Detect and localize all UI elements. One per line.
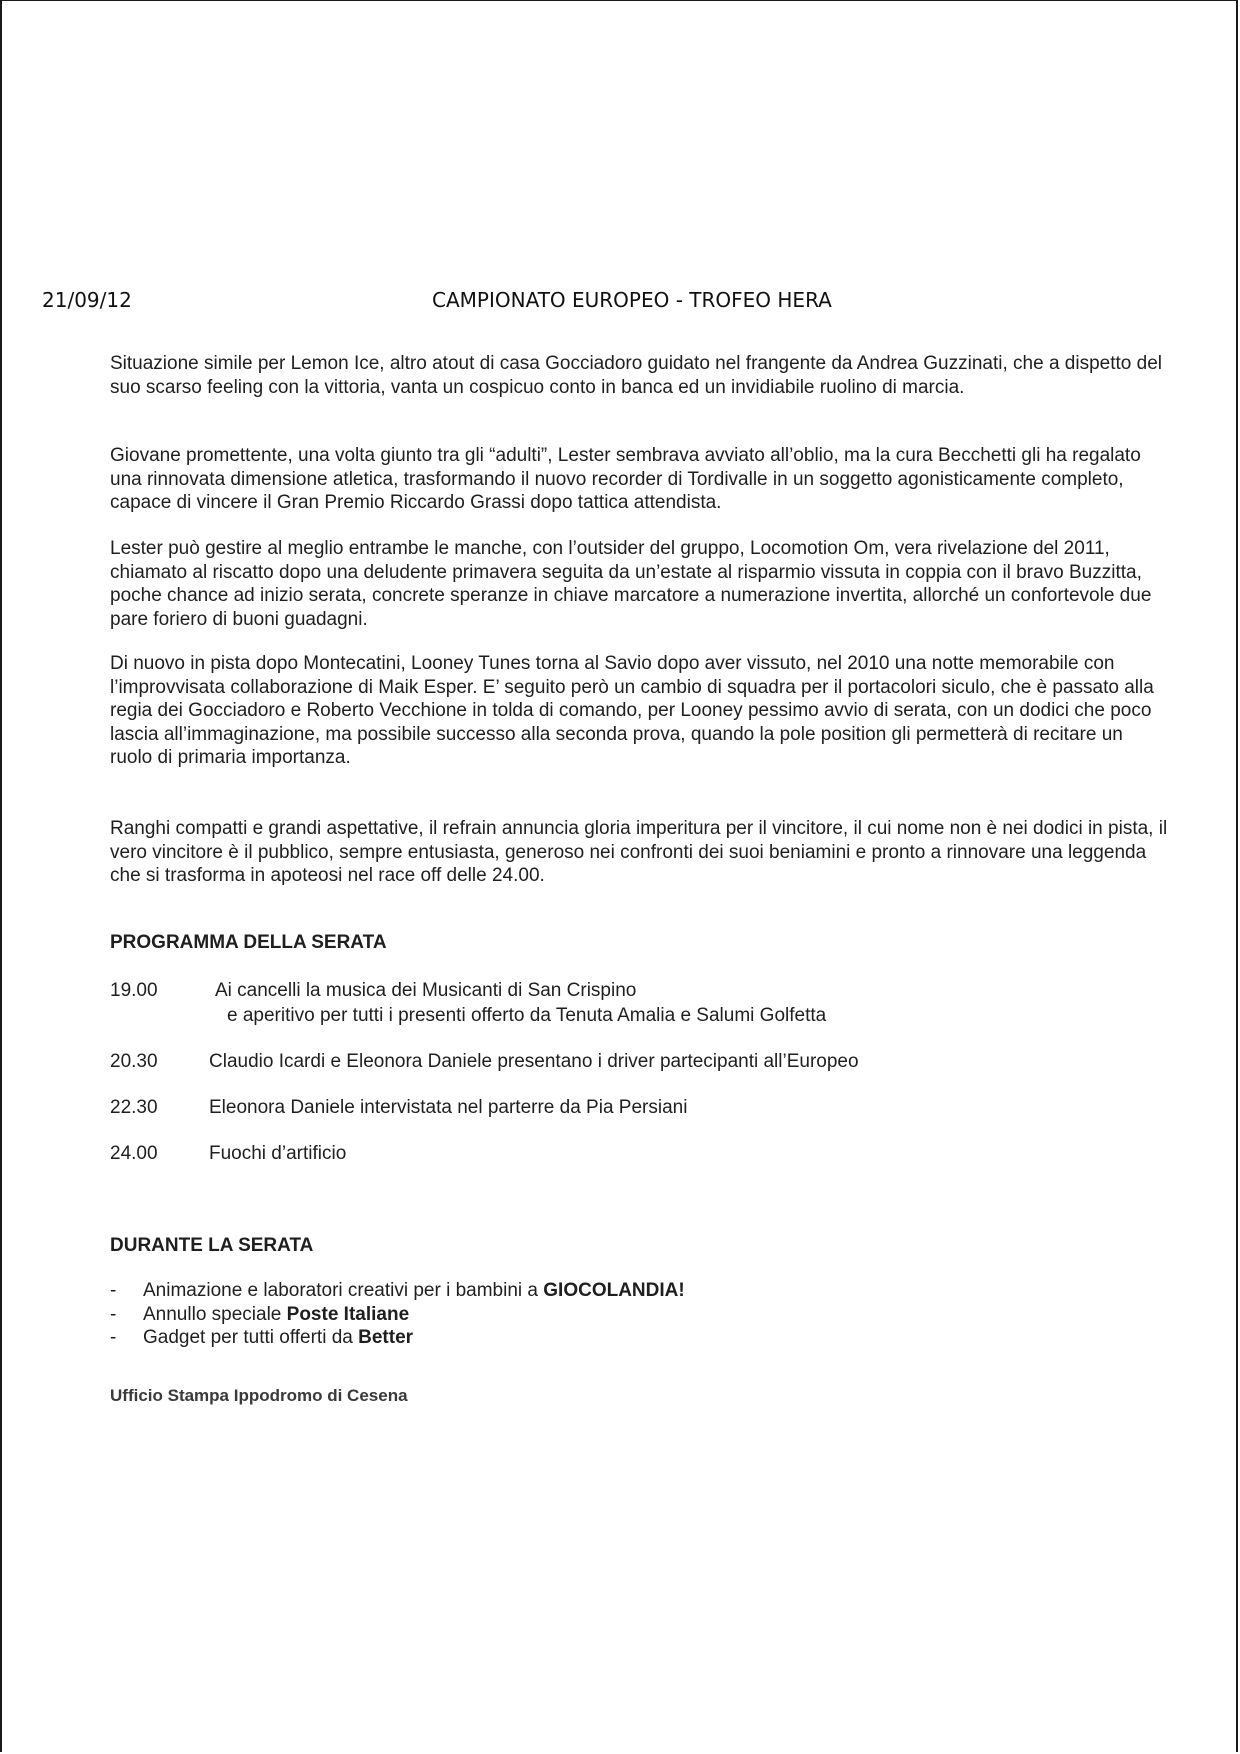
paragraph xyxy=(110,444,1170,515)
program-description: Ai cancelli la musica dei Musicanti di San Crispino xyxy=(215,980,637,1001)
list-item xyxy=(110,1326,685,1350)
program-time: 24.00 xyxy=(110,1143,158,1164)
list-item-text: Gadget per tutti offerti da xyxy=(143,1327,359,1348)
paragraph-text: Di nuovo in pista dopo Montecatini, Looney Tunes torna al Savio dopo aver vissuto, nel 2010 una notte memorabile con l’improvvisata collaborazione di Maik Esper. E’ seguito però un cambio di squadra per il portacolori siculo, che è passato alla regia dei Gocciadoro e Roberto Vecchione in tolda di comando, per Looney pessimo avvio di serata, con un dodici che poco lascia all’immaginazione, ma possibile successo alla seconda prova, quando la pole position gli permetterà di recitare un ruolo di primaria importanza. xyxy=(110,653,1154,768)
program-time: 22.30 xyxy=(110,1097,158,1118)
list-item-text: Animazione e laboratori creativi per i bambini a xyxy=(143,1280,544,1301)
list-item xyxy=(110,1279,685,1303)
document-title: CAMPIONATO EUROPEO - TROFEO HERA xyxy=(432,288,832,312)
list-dash: - xyxy=(110,1303,117,1325)
list-dash: - xyxy=(110,1280,117,1301)
list-dash: - xyxy=(110,1327,117,1348)
list-item-text: Annullo speciale xyxy=(143,1303,287,1325)
program-time: 19.00 xyxy=(110,980,158,1001)
during-heading: DURANTE LA SERATA xyxy=(110,1235,314,1256)
paragraph-text: Situazione simile per Lemon Ice, altro atout di casa Gocciadoro guidato nel frangente da Andrea Guzzinati, che a dispetto del suo scarso feeling con la vittoria, vanta un cospicuo conto in banca ed un invidiabile ruolino di marcia. xyxy=(110,353,1162,398)
list-item-bold: Better xyxy=(358,1327,414,1348)
paragraph xyxy=(110,537,1170,631)
paragraph-text: Lester può gestire al meglio entrambe le manche, con l’outsider del gruppo, Locomotion Om, vera rivelazione del 2011, chiamato al riscatto dopo una deludente primavera seguita da un’estate al risparmio vissuta in coppia con il bravo Buzzitta, poche chance ad inizio serata, concrete speranze in chiave marcatore a numerazione invertita, allorché un confortevole due pare foriero di buoni guadagni. xyxy=(110,538,1152,630)
list-item-bold: GIOCOLANDIA! xyxy=(543,1280,685,1301)
paragraph xyxy=(110,817,1170,888)
program-time: 20.30 xyxy=(110,1051,158,1072)
program-heading: PROGRAMMA DELLA SERATA xyxy=(110,932,387,953)
program-description: e aperitivo per tutti i presenti offerto da Tenuta Amalia e Salumi Golfetta xyxy=(227,1005,827,1026)
program-description: Claudio Icardi e Eleonora Daniele presentano i driver partecipanti all’Europeo xyxy=(209,1051,859,1072)
paragraph-text: Giovane promettente, una volta giunto tra gli “adulti”, Lester sembrava avviato all’oblio, ma la cura Becchetti gli ha regalato una rinnovata dimensione atletica, trasformando il nuovo recorder di Tordivalle in un soggetto agonisticamente completo, capace di vincere il Gran Premio Riccardo Grassi dopo tattica attendista. xyxy=(110,445,1141,513)
program-description: Fuochi d’artificio xyxy=(209,1143,347,1164)
paragraph xyxy=(110,352,1170,399)
paragraph-text: Ranghi compatti e grandi aspettative, il refrain annuncia gloria imperitura per il vincitore, il cui nome non è nei dodici in pista, il vero vincitore è il pubblico, sempre entusiasta, generoso nei confronti dei suoi beniamini e pronto a rinnovare una leggenda che si trasforma in apoteosi nel race off delle 24.00. xyxy=(110,818,1168,886)
list-item-bold: Poste Italiane xyxy=(286,1303,410,1325)
document-date: 21/09/12 xyxy=(42,288,132,312)
paragraph xyxy=(110,652,1170,770)
list-item xyxy=(110,1303,685,1327)
during-list xyxy=(110,1279,685,1350)
program-description: Eleonora Daniele intervistata nel parterre da Pia Persiani xyxy=(209,1097,688,1118)
press-office-signature: Ufficio Stampa Ippodromo di Cesena xyxy=(110,1386,408,1405)
